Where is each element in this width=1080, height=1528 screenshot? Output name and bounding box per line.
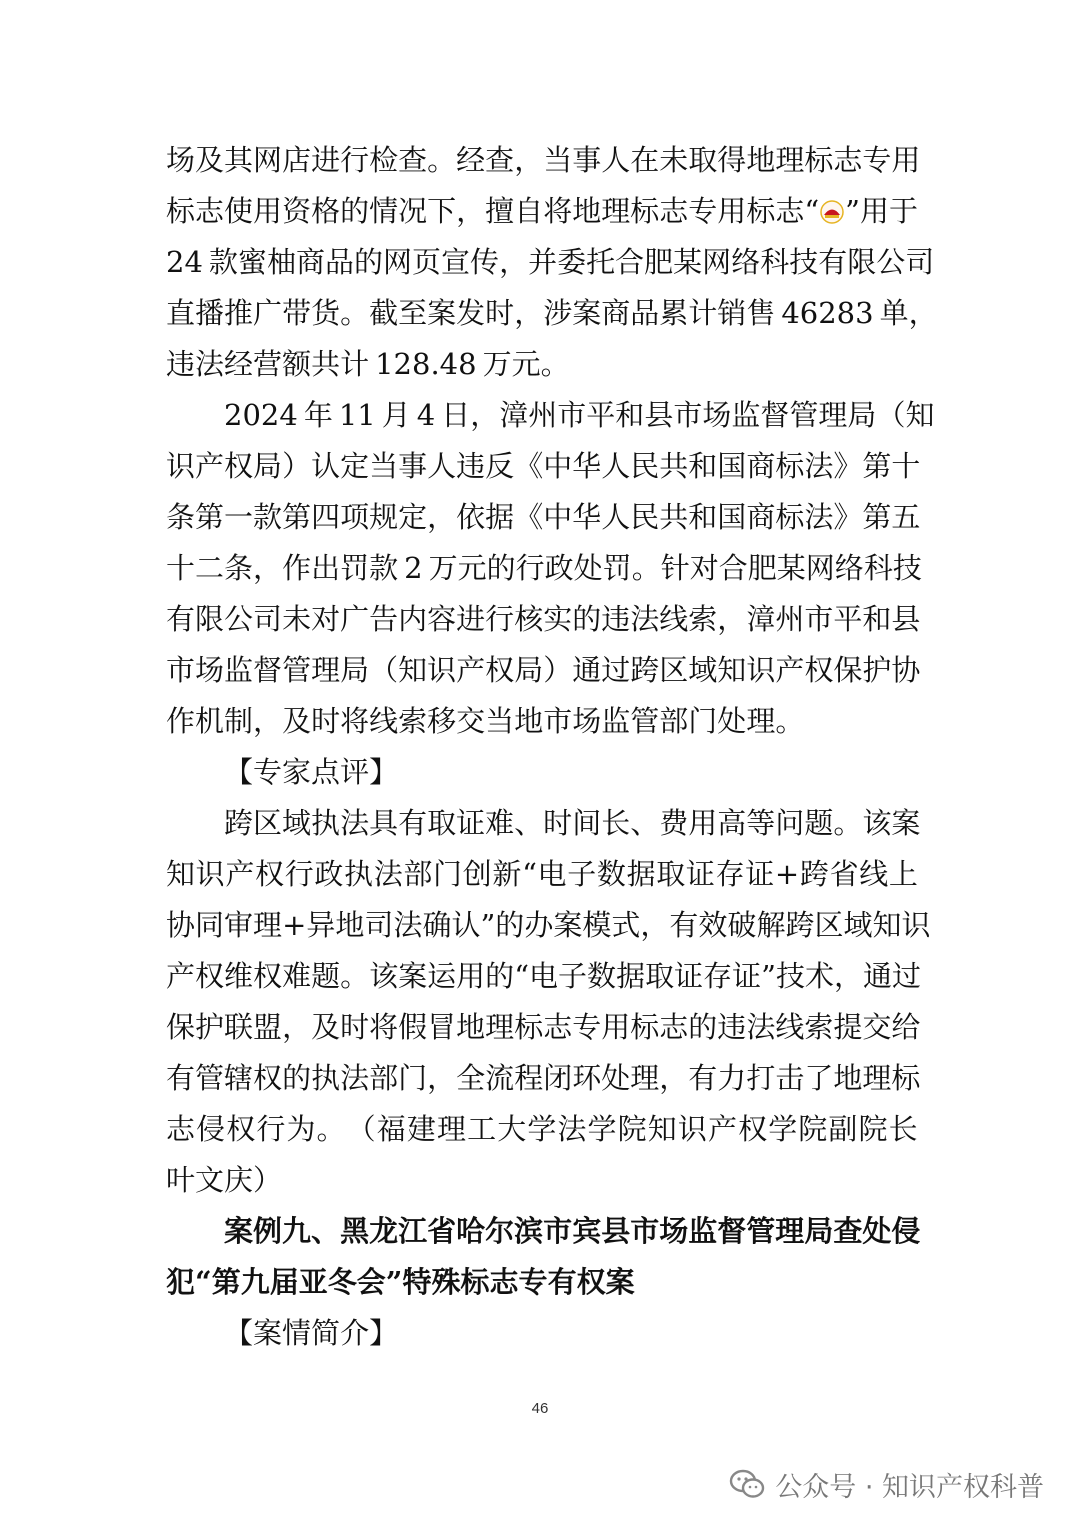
paragraph-p6 [166, 1308, 918, 1359]
text-line: 标 志 使 用 资 格 的 情 况 下 ， 擅 自 将 地 理 标 志 专 用 标 志 “ ” 用 于 [166, 194, 919, 228]
text-line: 24 款 蜜 柚 商 品 的 网 页 宣 传 ， 并 委 托 合 肥 某 网 络 科 技 有 限 公 司 [166, 245, 935, 279]
text-line: 识 产 权 局 ） 认 定 当 事 人 违 反 《 中 华 人 民 共 和 国 商 标 法 》 第 十 [166, 449, 921, 483]
text-line: 违 法 经 营 额 共 计 128.48 万 元 。 [166, 347, 570, 381]
text-line: 【 案 情 简 介 】 [224, 1316, 399, 1350]
text-line: 有 管 辖 权 的 执 法 部 门 ， 全 流 程 闭 环 处 理 ， 有 力 打 击 了 地 理 标 [166, 1061, 921, 1095]
text-line: 知 识 产 权 行 政 执 法 部 门 创 新 “ 电 子 数 据 取 证 存 证 + 跨 省 线 上 [166, 857, 918, 891]
wechat-icon [729, 1468, 765, 1500]
text-line: 条 第 一 款 第 四 项 规 定 ， 依 据 《 中 华 人 民 共 和 国 商 标 法 》 第 五 [166, 500, 921, 534]
text-line: 跨 区 域 执 法 具 有 取 证 难 、 时 间 长 、 费 用 高 等 问 题 。 该 案 [224, 806, 921, 840]
geographical-indication-emblem-icon [820, 200, 844, 224]
text-line: 叶 文 庆 ） [166, 1163, 283, 1197]
document-body [166, 135, 938, 1359]
text-line: 市 场 监 督 管 理 局 （ 知 识 产 权 局 ） 通 过 跨 区 域 知 识 产 权 保 护 协 [166, 653, 921, 687]
paragraph-p5 [166, 1206, 921, 1308]
text-line: 案 例 九 、 黑 龙 江 省 哈 尔 滨 市 宾 县 市 场 监 督 管 理 局 查 处 侵 [224, 1214, 921, 1248]
paragraph-p4 [166, 798, 931, 1206]
text-line: 协 同 审 理 + 异 地 司 法 确 认 ” 的 办 案 模 式 ， 有 效 破 解 跨 区 域 知 识 [166, 908, 931, 942]
paragraph-p1 [166, 135, 938, 390]
text-line: 有 限 公 司 未 对 广 告 内 容 进 行 核 实 的 违 法 线 索 ， 漳 州 市 平 和 县 [166, 602, 921, 636]
page-number: 46 [531, 1400, 549, 1417]
text-line: 2024 年 11 月 4 日 ， 漳 州 市 平 和 县 市 场 监 督 管 理 局 （ 知 [224, 398, 935, 432]
text-line: 场 及 其 网 店 进 行 检 查 。 经 查 ， 当 事 人 在 未 取 得 地 理 标 志 专 用 [166, 143, 921, 177]
text-line: 产 权 维 权 难 题 。 该 案 运 用 的 “ 电 子 数 据 取 证 存 证 ” 技 术 ， 通 过 [166, 959, 922, 993]
text-line: 【 专 家 点 评 】 [224, 755, 399, 789]
text-line: 直 播 推 广 带 货 。 截 至 案 发 时 ， 涉 案 商 品 累 计 销 售 46283 单 ， [166, 296, 938, 330]
paragraph-p2 [166, 390, 935, 747]
text-line: 志 侵 权 行 为 。 （ 福 建 理 工 大 学 法 学 院 知 识 产 权 学 院 副 院 长 [166, 1112, 918, 1146]
text-line: 犯 “ 第 九 届 亚 冬 会 ” 特 殊 标 志 专 有 权 案 [166, 1265, 635, 1299]
watermark-label: 公众号 · 知识产权科普 [775, 1471, 1044, 1503]
text-line: 作 机 制 ， 及 时 将 线 索 移 交 当 地 市 场 监 管 部 门 处 理 。 [166, 704, 805, 738]
text-line: 十 二 条 ， 作 出 罚 款 2 万 元 的 行 政 处 罚 。 针 对 合 肥 某 网 络 科 技 [166, 551, 922, 585]
watermark [729, 1462, 1044, 1506]
paragraph-p3 [166, 747, 918, 798]
text-line: 保 护 联 盟 ， 及 时 将 假 冒 地 理 标 志 专 用 标 志 的 违 法 线 索 提 交 给 [166, 1010, 921, 1044]
